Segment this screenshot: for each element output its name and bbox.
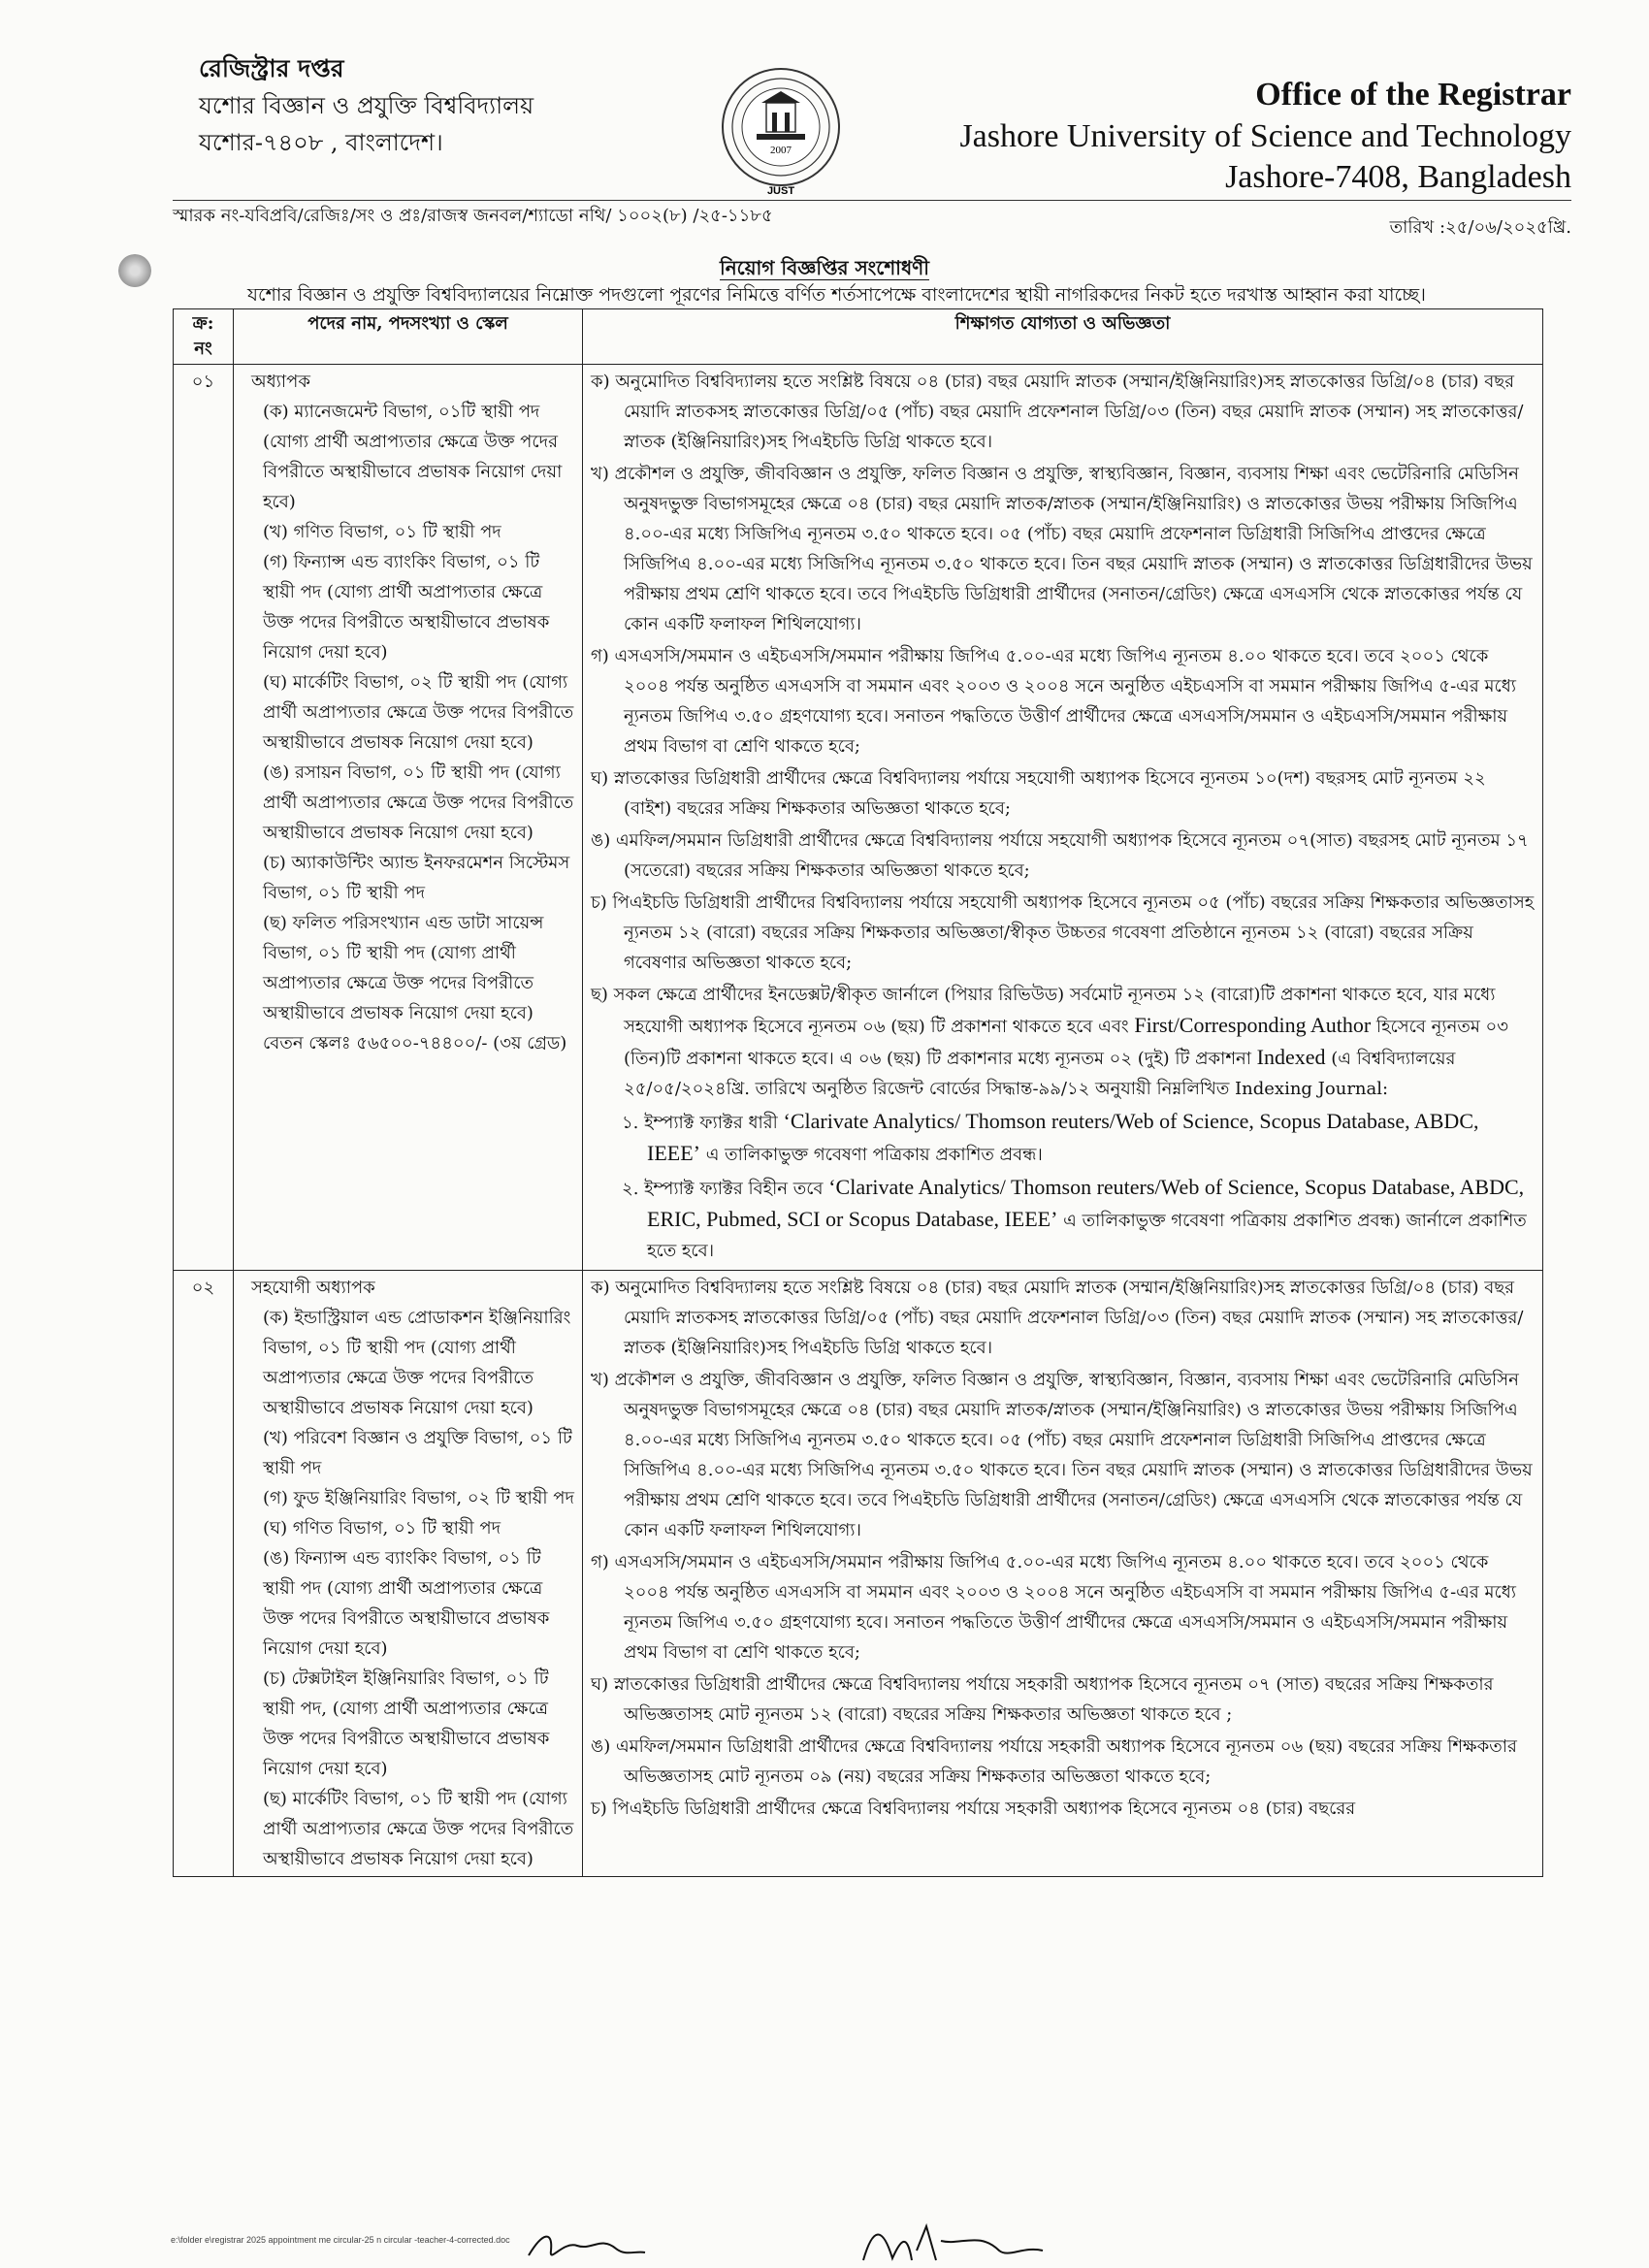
- index-1-prefix: ১. ইম্প্যাক্ট ফ্যাক্টর ধারী: [622, 1113, 778, 1133]
- qualification-item: ঘ) স্নাতকোত্তর ডিগ্রিধারী প্রার্থীদের ক্ষেত্রে বিশ্ববিদ্যালয় পর্যায়ে সহযোগী অধ্যাপক হিসেবে ন্যূনতম ১০(দশ) বছরসহ মোট ন্যূনতম ২২ (বাইশ) বছরের সক্রিয় শিক্ষকতার অভিজ্ঞতা থাকতে হবে;: [591, 768, 1486, 819]
- signature-1: [524, 2221, 650, 2268]
- memo-number: স্মারক নং-যবিপ্রবি/রেজিঃ/সং ও প্রঃ/রাজস্ব জনবল/শ্যাডো নথি/ ১০০২(৮) /২৫-১১৮৫: [173, 206, 773, 226]
- header-english: [959, 74, 1571, 198]
- post-item: (ঘ) মার্কেটিং বিভাগ, ০২ টি স্থায়ী পদ (যোগ্য প্রার্থী অপ্রাপ্যতার ক্ষেত্রে উক্ত পদের বিপরীতে অস্থায়ীভাবে প্রভাষক নিয়োগ দেয়া হবে): [263, 672, 574, 753]
- header-qualification: শিক্ষাগত যোগ্যতা ও অভিজ্ঞতা: [583, 309, 1543, 365]
- memo-date: তারিখ :২৫/০৬/২০২৫খ্রি.: [1389, 217, 1571, 238]
- notice-title-text: নিয়োগ বিজ্ঞপ্তির সংশোধণী: [720, 256, 929, 279]
- post-item: (চ) টেক্সটাইল ইঞ্জিনিয়ারিং বিভাগ, ০১ টি স্থায়ী পদ, (যোগ্য প্রার্থী অপ্রাপ্যতার ক্ষেত্রে উক্ত পদের বিপরীতে অস্থায়ীভাবে প্রভাষক নিয়োগ দেয়া হবে): [263, 1669, 550, 1779]
- post-title: সহযোগী অধ্যাপক: [251, 1278, 375, 1298]
- qualification-cell: [583, 1271, 1543, 1877]
- publication-requirement: [591, 980, 1535, 1104]
- post-cell: [234, 1271, 583, 1877]
- office-name-bn: রেজিস্ট্রার দপ্তর: [199, 54, 344, 82]
- index-1-databases: ‘Clarivate Analytics/ Thomson reuters/Web of Science, Scopus Database, ABDC, IEEE’: [647, 1109, 1479, 1165]
- qualification-item: ক) অনুমোদিত বিশ্ববিদ্যালয় হতে সংশ্লিষ্ট বিষয়ে ০৪ (চার) বছর মেয়াদি স্নাতক (সম্মান/ইঞ্জিনিয়ারিং)সহ স্নাতকোত্তর ডিগ্রি/০৪ (চার) বছর মেয়াদি স্নাতকসহ স্নাতকোত্তর ডিগ্রি/০৫ (পাঁচ) বছর মেয়াদি প্রফেশনাল ডিগ্রি/০৩ (তিন) বছর মেয়াদি স্নাতক (সম্মান) সহ স্নাতকোত্তর/স্নাতক (ইঞ্জিনিয়ারিং)সহ পিএইচডি ডিগ্রি থাকতে হবে।: [591, 372, 1524, 452]
- address-bn: যশোর-৭৪০৮ , বাংলাদেশ।: [199, 129, 443, 156]
- post-item: (ছ) মার্কেটিং বিভাগ, ০১ টি স্থায়ী পদ (যোগ্য প্রার্থী অপ্রাপ্যতার ক্ষেত্রে উক্ত পদের বিপরীতে অস্থায়ীভাবে প্রভাষক নিয়োগ দেয়া হবে): [263, 1789, 574, 1869]
- post-item: (ঙ) রসায়ন বিভাগ, ০১ টি স্থায়ী পদ (যোগ্য প্রার্থী অপ্রাপ্যতার ক্ষেত্রে উক্ত পদের বিপরীতে অস্থায়ীভাবে প্রভাষক নিয়োগ দেয়া হবে): [263, 762, 574, 843]
- index-list-item: [591, 1106, 1535, 1170]
- university-name-en: Jashore University of Science and Technology: [959, 118, 1571, 154]
- vacancy-table: [173, 308, 1543, 1877]
- header-post: পদের নাম, পদসংখ্যা ও স্কেল: [234, 309, 583, 365]
- address-en: Jashore-7408, Bangladesh: [1225, 159, 1571, 195]
- post-item: (গ) ফিন্যান্স এন্ড ব্যাংকিং বিভাগ, ০১ টি স্থায়ী পদ (যোগ্য প্রার্থী অপ্রাপ্যতার ক্ষেত্রে উক্ত পদের বিপরীতে অস্থায়ীভাবে প্রভাষক নিয়োগ দেয়া হবে): [263, 552, 550, 663]
- table-row: [174, 1271, 1543, 1877]
- post-item: (ঙ) ফিন্যান্স এন্ড ব্যাংকিং বিভাগ, ০১ টি স্থায়ী পদ (যোগ্য প্রার্থী অপ্রাপ্যতার ক্ষেত্রে উক্ত পদের বিপরীতে অস্থায়ীভাবে প্রভাষক নিয়োগ দেয়া হবে): [263, 1548, 550, 1659]
- post-item: (ছ) ফলিত পরিসংখ্যান এন্ড ডাটা সায়েন্স বিভাগ, ০১ টি স্থায়ী পদ (যোগ্য প্রার্থী অপ্রাপ্যতার ক্ষেত্রে উক্ত পদের বিপরীতে অস্থায়ীভাবে প্রভাষক নিয়োগ দেয়া হবে): [263, 913, 544, 1023]
- qualification-item: ঙ) এমফিল/সমমান ডিগ্রিধারী প্রার্থীদের ক্ষেত্রে বিশ্ববিদ্যালয় পর্যায়ে সহকারী অধ্যাপক হিসেবে ন্যূনতম ০৬ (ছয়) বছরের সক্রিয় শিক্ষকতার অভিজ্ঞতাসহ মোট ন্যূনতম ০৯ (নয়) বছরের সক্রিয় শিক্ষকতার অভিজ্ঞতা থাকতে হবে;: [591, 1736, 1517, 1787]
- qualification-item: ঘ) স্নাতকোত্তর ডিগ্রিধারী প্রার্থীদের ক্ষেত্রে বিশ্ববিদ্যালয় পর্যায়ে সহকারী অধ্যাপক হিসেবে ন্যূনতম ০৭ (সাত) বছরের সক্রিয় শিক্ষকতার অভিজ্ঞতাসহ মোট ন্যূনতম ১২ (বারো) বছরের সক্রিয় শিক্ষকতার অভিজ্ঞতা থাকতে হবে ;: [591, 1674, 1494, 1725]
- logo-abbr: JUST: [766, 185, 795, 197]
- university-name-bn: যশোর বিজ্ঞান ও প্রযুক্তি বিশ্ববিদ্যালয়: [199, 92, 534, 119]
- file-path-footer: e:\folder e\registrar 2025 appointment me circular-25 n circular -teacher-4-corrected.doc: [171, 2235, 510, 2245]
- qualification-item: ঙ) এমফিল/সমমান ডিগ্রিধারী প্রার্থীদের ক্ষেত্রে বিশ্ববিদ্যালয় পর্যায়ে সহযোগী অধ্যাপক হিসেবে ন্যূনতম ০৭(সাত) বছরসহ মোট ন্যূনতম ১৭ (সতেরো) বছরের সক্রিয় শিক্ষকতার অভিজ্ঞতা থাকতে হবে;: [591, 830, 1529, 881]
- post-title: অধ্যাপক: [251, 372, 310, 392]
- pub-author-term: First/Corresponding Author: [1134, 1013, 1372, 1037]
- qualification-item: খ) প্রকৌশল ও প্রযুক্তি, জীববিজ্ঞান ও প্রযুক্তি, ফলিত বিজ্ঞান ও প্রযুক্তি, স্বাস্থ্যবিজ্ঞান, বিজ্ঞান, ব্যবসায় শিক্ষা এবং ভেটেরিনারি মেডিসিন অনুষদভুক্ত বিভাগসমূহের ক্ষেত্রে ০৪ (চার) বছর মেয়াদি স্নাতক/স্নাতক (সম্মান/ইঞ্জিনিয়ারিং) ও স্নাতকোত্তর উভয় পরীক্ষায় সিজিপিএ ৪.০০-এর মধ্যে সিজিপিএ ন্যূনতম ৩.৫০ থাকতে হবে। ০৫ (পাঁচ) বছর মেয়াদি প্রফেশনাল ডিগ্রিধারী সিজিপিএ প্রাপ্তদের ক্ষেত্রে সিজিপিএ ৪.০০-এর মধ্যে সিজিপিএ ন্যূনতম ৩.৫০ থাকতে হবে। তিন বছর মেয়াদি স্নাতক (সম্মান) ও স্নাতকোত্তর ডিগ্রিধারীদের উভয় পরীক্ষায় প্রথম শ্রেণি থাকতে হবে। তবে পিএইচডি ডিগ্রিধারী প্রার্থীদের (সনাতন/গ্রেডিং) ক্ষেত্রে এসএসসি থেকে স্নাতকোত্তর পর্যন্ত যে কোন একটি ফলাফল শিথিলযোগ্য।: [591, 1370, 1533, 1540]
- university-logo: [718, 64, 844, 210]
- post-item: (ঘ) গণিত বিভাগ, ০১ টি স্থায়ী পদ: [263, 1518, 501, 1539]
- post-item: (গ) ফুড ইঞ্জিনিয়ারিং বিভাগ, ০২ টি স্থায়ী পদ: [263, 1488, 574, 1508]
- logo-year: 2007: [770, 145, 792, 156]
- row-serial: ০২: [174, 1271, 234, 1877]
- post-item: (ক) ইন্ডাস্ট্রিয়াল এন্ড প্রোডাকশন ইঞ্জিনিয়ারিং বিভাগ, ০১ টি স্থায়ী পদ (যোগ্য প্রার্থী অপ্রাপ্যতার ক্ষেত্রে উক্ত পদের বিপরীতে অস্থায়ীভাবে প্রভাষক নিয়োগ দেয়া হবে): [263, 1308, 571, 1418]
- post-item: (ক) ম্যানেজমেন্ট বিভাগ, ০১টি স্থায়ী পদ (যোগ্য প্রার্থী অপ্রাপ্যতার ক্ষেত্রে উক্ত পদের বিপরীতে অস্থায়ীভাবে প্রভাষক নিয়োগ দেয়া হবে): [263, 402, 563, 512]
- qualification-item: গ) এসএসসি/সমমান ও এইচএসসি/সমমান পরীক্ষায় জিপিএ ৫.০০-এর মধ্যে জিপিএ ন্যূনতম ৪.০০ থাকতে হবে। তবে ২০০১ থেকে ২০০৪ পর্যন্ত অনুষ্ঠিত এসএসসি বা সমমান এবং ২০০৩ ও ২০০৪ সনে অনুষ্ঠিত এইচএসসি বা সমমান পরীক্ষায় জিপিএ ৫-এর মধ্যে ন্যূনতম জিপিএ ৩.৫০ গ্রহণযোগ্য হবে। সনাতন পদ্ধতিতে উত্তীর্ণ প্রার্থীদের ক্ষেত্রে এসএসসি/সমমান ও এইচএসসি/সমমান পরীক্ষায় প্রথম বিভাগ বা শ্রেণি থাকতে হবে;: [591, 646, 1517, 757]
- index-2-suffix: এ তালিকাভুক্ত গবেষণা পত্রিকায় প্রকাশিত প্রবন্ধ) জার্নালে প্রকাশিত হতে হবে।: [647, 1211, 1527, 1261]
- index-1-suffix: এ তালিকাভুক্ত গবেষণা পত্রিকায় প্রকাশিত প্রবন্ধ।: [705, 1145, 1043, 1165]
- qualification-item: গ) এসএসসি/সমমান ও এইচএসসি/সমমান পরীক্ষায় জিপিএ ৫.০০-এর মধ্যে জিপিএ ন্যূনতম ৪.০০ থাকতে হবে। তবে ২০০১ থেকে ২০০৪ পর্যন্ত অনুষ্ঠিত এসএসসি বা সমমান এবং ২০০৩ ও ২০০৪ সনে অনুষ্ঠিত এইচএসসি বা সমমান পরীক্ষায় জিপিএ ৫-এর মধ্যে ন্যূনতম জিপিএ ৩.৫০ গ্রহণযোগ্য হবে। সনাতন পদ্ধতিতে উত্তীর্ণ প্রার্থীদের ক্ষেত্রে এসএসসি/সমমান ও এইচএসসি/সমমান পরীক্ষায় প্রথম বিভাগ বা শ্রেণি থাকতে হবে;: [591, 1552, 1517, 1663]
- row-serial: ০১: [174, 365, 234, 1271]
- header-bangla: [199, 50, 534, 161]
- notice-intro: যশোর বিজ্ঞান ও প্রযুক্তি বিশ্ববিদ্যালয়ের নিম্নোক্ত পদগুলো পূরণের নিমিত্তে বর্ণিত শর্তসাপেক্ষে বাংলাদেশের স্থায়ী নাগরিকদের নিকট হতে দরখাস্ত আহ্বান করা যাচ্ছে।: [247, 284, 1426, 306]
- signature-2: [854, 2221, 1048, 2268]
- qualification-cell: [583, 365, 1543, 1271]
- pub-text-2: হিসেবে ন্যূনতম ০৩ (তিন)টি প্রকাশনা থাকতে হবে। এ ০৬ (ছয়) টি প্রকাশনার মধ্যে ন্যূনতম ০২ (দুই) টি প্রকাশনা: [624, 1017, 1508, 1069]
- qualification-item: ক) অনুমোদিত বিশ্ববিদ্যালয় হতে সংশ্লিষ্ট বিষয়ে ০৪ (চার) বছর মেয়াদি স্নাতক (সম্মান/ইঞ্জিনিয়ারিং)সহ স্নাতকোত্তর ডিগ্রি/০৪ (চার) বছর মেয়াদি স্নাতকসহ স্নাতকোত্তর ডিগ্রি/০৫ (পাঁচ) বছর মেয়াদি প্রফেশনাল ডিগ্রি/০৩ (তিন) বছর মেয়াদি স্নাতক (সম্মান) সহ স্নাতকোত্তর/স্নাতক (ইঞ্জিনিয়ারিং)সহ পিএইচডি ডিগ্রি থাকতে হবে।: [591, 1278, 1524, 1358]
- index-2-databases: ‘Clarivate Analytics/ Thomson reuters/Web of Science, Scopus Database, ABDC, ERIC, Pubmed, SCI or Scopus Database, IEEE’: [647, 1175, 1525, 1231]
- table-row: [174, 365, 1543, 1271]
- post-item: (খ) পরিবেশ বিজ্ঞান ও প্রযুক্তি বিভাগ, ০১ টি স্থায়ী পদ: [263, 1428, 572, 1478]
- qualification-item: চ) পিএইচডি ডিগ্রিধারী প্রার্থীদের ক্ষেত্রে বিশ্ববিদ্যালয় পর্যায়ে সহকারী অধ্যাপক হিসেবে ন্যূনতম ০৪ (চার) বছরের: [591, 1798, 1356, 1819]
- post-item: (খ) গণিত বিভাগ, ০১ টি স্থায়ী পদ: [263, 522, 501, 542]
- pub-text-1: ছ) সকল ক্ষেত্রে প্রার্থীদের ইনডেক্সট/স্বীকৃত জার্নালে (পিয়ার রিভিউড) সর্বমোট ন্যূনতম ১২ (বারো)টি প্রকাশনা থাকতে হবে, যার মধ্যে সহযোগী অধ্যাপক হিসেবে ন্যূনতম ০৬ (ছয়) টি প্রকাশনা থাকতে হবে এবং: [591, 985, 1496, 1037]
- header-serial: ক্র: নং: [174, 309, 234, 365]
- index-2-prefix: ২. ইম্প্যাক্ট ফ্যাক্টর বিহীন তবে: [622, 1179, 824, 1199]
- post-cell: [234, 365, 583, 1271]
- qualification-item: চ) পিএইচডি ডিগ্রিধারী প্রার্থীদের বিশ্ববিদ্যালয় পর্যায়ে সহযোগী অধ্যাপক হিসেবে ন্যূনতম ০৫ (পাঁচ) বছরের সক্রিয় শিক্ষকতার অভিজ্ঞতাসহ ন্যূনতম ১২ (বারো) বছরের সক্রিয় শিক্ষকতার অভিজ্ঞতা/স্বীকৃত উচ্চতর গবেষণা প্রতিষ্ঠানে ন্যূনতম ১২ (বারো) বছরের সক্রিয় গবেষণার অভিজ্ঞতা থাকতে হবে;: [591, 892, 1535, 973]
- salary-scale: বেতন স্কেলঃ ৫৬৫০০-৭৪৪০০/- (৩য় গ্রেড): [263, 1033, 567, 1053]
- pub-indexed-term: Indexed: [1256, 1045, 1326, 1069]
- office-name-en: Office of the Registrar: [1255, 77, 1571, 113]
- index-list-item: [591, 1172, 1535, 1266]
- post-item: (চ) অ্যাকাউন্টিং অ্যান্ড ইনফরমেশন সিস্টেমস বিভাগ, ০১ টি স্থায়ী পদ: [263, 853, 570, 903]
- qualification-item: খ) প্রকৌশল ও প্রযুক্তি, জীববিজ্ঞান ও প্রযুক্তি, ফলিত বিজ্ঞান ও প্রযুক্তি, স্বাস্থ্যবিজ্ঞান, বিজ্ঞান, ব্যবসায় শিক্ষা এবং ভেটেরিনারি মেডিসিন অনুষদভুক্ত বিভাগসমূহের ক্ষেত্রে ০৪ (চার) বছর মেয়াদি স্নাতক/স্নাতক (সম্মান/ইঞ্জিনিয়ারিং) ও স্নাতকোত্তর উভয় পরীক্ষায় সিজিপিএ ৪.০০-এর মধ্যে সিজিপিএ ন্যূনতম ৩.৫০ থাকতে হবে। ০৫ (পাঁচ) বছর মেয়াদি প্রফেশনাল ডিগ্রিধারী সিজিপিএ প্রাপ্তদের ক্ষেত্রে সিজিপিএ ৪.০০-এর মধ্যে সিজিপিএ ন্যূনতম ৩.৫০ থাকতে হবে। তিন বছর মেয়াদি স্নাতক (সম্মান) ও স্নাতকোত্তর ডিগ্রিধারীদের উভয় পরীক্ষায় প্রথম শ্রেণি থাকতে হবে। তবে পিএইচডি ডিগ্রিধারী প্রার্থীদের (সনাতন/গ্রেডিং) ক্ষেত্রে এসএসসি থেকে স্নাতকোত্তর পর্যন্ত যে কোন একটি ফলাফল শিথিলযোগ্য।: [591, 464, 1533, 634]
- table-header-row: [174, 309, 1543, 365]
- pub-text-3: (এ বিশ্ববিদ্যালয়ের ২৫/০৫/২০২৪খ্রি. তারিখে অনুষ্ঠিত রিজেন্ট বোর্ডের সিদ্ধান্ত-৯৯/১২ অনুযায়ী নিম্নলিখিত Indexing Journal:: [624, 1049, 1456, 1099]
- header-divider: [173, 200, 1571, 201]
